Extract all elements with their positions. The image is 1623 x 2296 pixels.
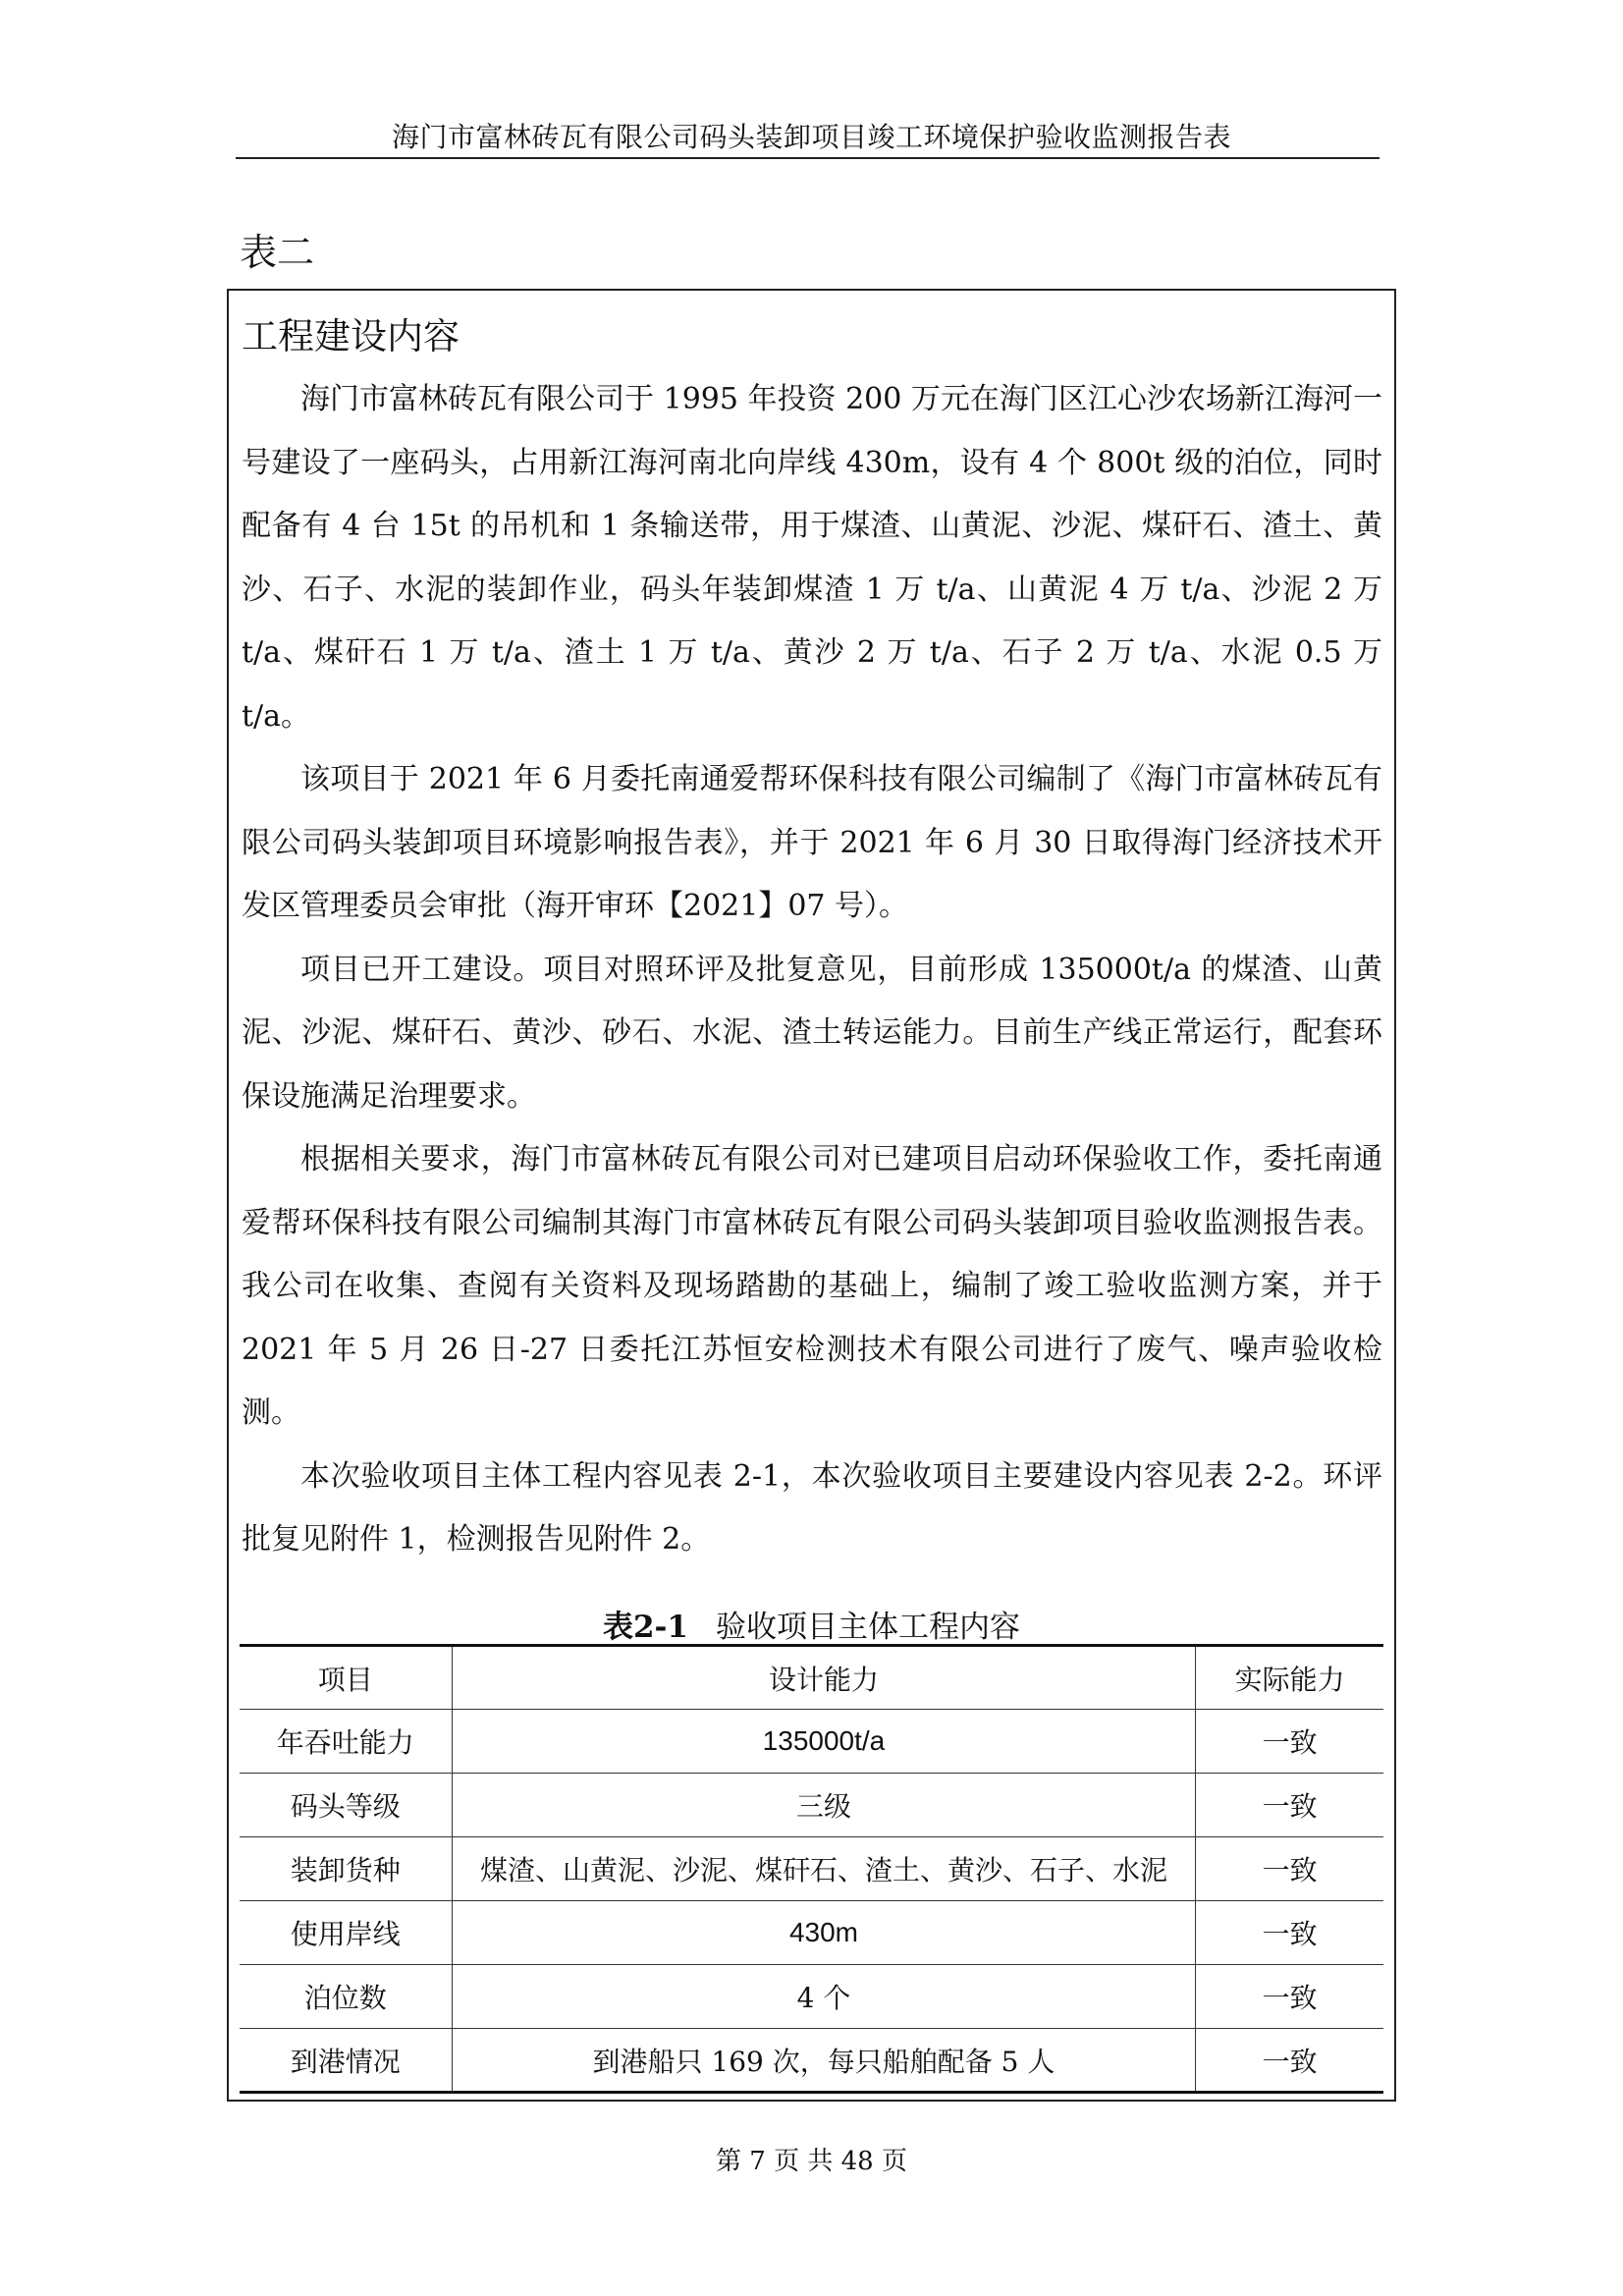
main-engineering-table [240, 1644, 1383, 2094]
table-row [240, 1901, 1383, 1965]
table-cell-item: 年吞吐能力 [240, 1710, 452, 1774]
table-row [240, 2029, 1383, 2093]
table-caption-text: 验收项目主体工程内容 [716, 1610, 1020, 1645]
table-caption-number: 表2-1 [602, 1610, 688, 1645]
table-cell-design: 三级 [452, 1774, 1196, 1837]
body-text [242, 368, 1382, 1572]
table-cell-actual: 一致 [1196, 1901, 1383, 1965]
table-cell-item: 到港情况 [240, 2029, 452, 2093]
table-row [240, 1965, 1383, 2029]
table-cell-actual: 一致 [1196, 1710, 1383, 1774]
table-cell-item: 码头等级 [240, 1774, 452, 1837]
header-design-capacity: 设计能力 [452, 1646, 1196, 1710]
table-cell-actual: 一致 [1196, 1965, 1383, 2029]
table-row [240, 1774, 1383, 1837]
table-cell-actual: 一致 [1196, 2029, 1383, 2093]
table-caption [0, 1602, 1623, 1646]
table-cell-item: 装卸货种 [240, 1837, 452, 1901]
paragraph-acceptance-work: 根据相关要求，海门市富林砖瓦有限公司对已建项目启动环保验收工作，委托南通爱帮环保科技有限公司编制其海门市富林砖瓦有限公司码头装卸项目验收监测报告表。我公司在收集、查阅有关资料及现场踏勘的基础上，编制了竣工验收监测方案，并于 2021 年 5 月 26 日-27 日委托江苏恒安检测技术有限公司进行了废气、噪声验收检测。 [242, 1142, 1382, 1430]
header-actual-capacity: 实际能力 [1196, 1646, 1383, 1710]
table-cell-design: 135000t/a [452, 1710, 1196, 1774]
table-row [240, 1837, 1383, 1901]
table-row [240, 1710, 1383, 1774]
table-cell-item: 使用岸线 [240, 1901, 452, 1965]
paragraph-table-references: 本次验收项目主体工程内容见表 2-1，本次验收项目主要建设内容见表 2-2。环评批复见附件 1，检测报告见附件 2。 [242, 1458, 1382, 1557]
page-footer: 第 7 页 共 48 页 [716, 2147, 907, 2176]
table-cell-design: 到港船只 169 次，每只船舶配备 5 人 [452, 2029, 1196, 2093]
table-cell-design: 430m [452, 1901, 1196, 1965]
table-header-row [240, 1646, 1383, 1710]
table-cell-design: 煤渣、山黄泥、沙泥、煤矸石、渣土、黄沙、石子、水泥 [452, 1837, 1196, 1901]
section-label: 表二 [240, 231, 315, 274]
table-cell-design: 4 个 [452, 1965, 1196, 2029]
header-item: 项目 [240, 1646, 452, 1710]
table-cell-actual: 一致 [1196, 1774, 1383, 1837]
paragraph-project-overview: 海门市富林砖瓦有限公司于 1995 年投资 200 万元在海门区江心沙农场新江海河一号建设了一座码头，占用新江海河南北向岸线 430m，设有 4 个 800t 级的泊位，同时配备有 4 台 15t 的吊机和 1 条输送带，用于煤渣、山黄泥、沙泥、煤矸石、渣土、黄沙、石子、水泥的装卸作业，码头年装卸煤渣 1 万 t/a、山黄泥 4 万 t/a、沙泥 2 万 t/a、煤矸石 1 万 t/a、渣土 1 万 t/a、黄沙 2 万 t/a、石子 2 万 t/a、水泥 0.5 万 t/a。 [242, 382, 1382, 734]
box-title: 工程建设内容 [242, 315, 460, 357]
paragraph-eia-approval: 该项目于 2021 年 6 月委托南通爱帮环保科技有限公司编制了《海门市富林砖瓦有限公司码头装卸项目环境影响报告表》，并于 2021 年 6 月 30 日取得海门经济技术开发区管理委员会审批（海开审环【2021】07 号）。 [242, 762, 1382, 923]
paragraph-construction-status: 项目已开工建设。项目对照环评及批复意见，目前形成 135000t/a 的煤渣、山黄泥、沙泥、煤矸石、黄沙、砂石、水泥、渣土转运能力。目前生产线正常运行，配套环保设施满足治理要求。 [242, 952, 1382, 1114]
header-divider [236, 157, 1380, 159]
table-cell-actual: 一致 [1196, 1837, 1383, 1901]
table-cell-item: 泊位数 [240, 1965, 452, 2029]
report-header-title: 海门市富林砖瓦有限公司码头装卸项目竣工环境保护验收监测报告表 [391, 121, 1231, 153]
